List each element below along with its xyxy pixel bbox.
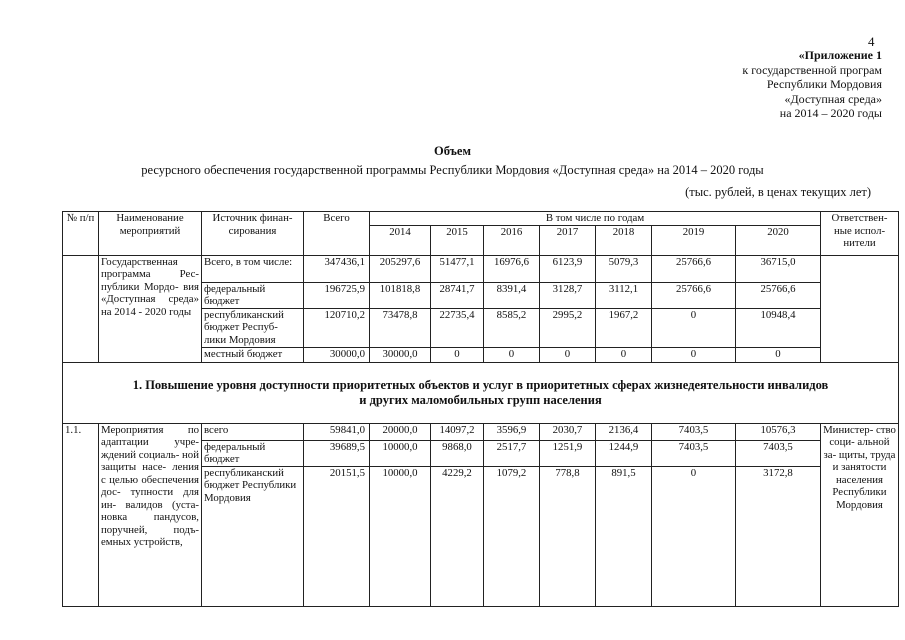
header-year: 2020 — [736, 225, 821, 255]
year-cell: 36715,0 — [736, 255, 821, 282]
year-cell: 22735,4 — [431, 308, 484, 347]
year-cell: 4229,2 — [431, 466, 484, 606]
year-cell: 28741,7 — [431, 282, 484, 308]
year-cell: 1251,9 — [540, 440, 596, 466]
year-cell: 205297,6 — [370, 255, 431, 282]
year-cell: 1079,2 — [484, 466, 540, 606]
item-name: Мероприятия по адаптации учре- ждений социаль- ной защиты насе- ления с целью обеспечения дос- тупности для ин- валидов (уста- новка пандусов, поручней, подъ- емных устройств, — [99, 423, 202, 606]
year-cell: 2517,7 — [484, 440, 540, 466]
program-responsible-cell — [821, 255, 899, 362]
table-row — [63, 423, 899, 440]
year-cell: 1244,9 — [596, 440, 652, 466]
header-year: 2016 — [484, 225, 540, 255]
year-cell: 2136,4 — [596, 423, 652, 440]
section-heading — [63, 362, 899, 423]
total-cell: 30000,0 — [304, 347, 370, 362]
year-cell: 7403,5 — [652, 440, 736, 466]
year-cell: 25766,6 — [736, 282, 821, 308]
header-by-years: В том числе по годам — [370, 212, 821, 226]
header-year: 2018 — [596, 225, 652, 255]
year-cell: 20000,0 — [370, 423, 431, 440]
year-cell: 0 — [484, 347, 540, 362]
year-cell: 16976,6 — [484, 255, 540, 282]
section-heading-line: и других маломобильных групп населения — [359, 392, 602, 407]
year-cell: 10000,0 — [370, 466, 431, 606]
section-row — [63, 362, 899, 423]
header-year: 2015 — [431, 225, 484, 255]
header-num: № п/п — [63, 212, 99, 256]
source-cell: Всего, в том числе: — [202, 255, 304, 282]
year-cell: 9868,0 — [431, 440, 484, 466]
header-row — [63, 212, 899, 226]
year-cell: 10948,4 — [736, 308, 821, 347]
year-cell: 2995,2 — [540, 308, 596, 347]
appendix-line: Республики Мордовия — [766, 77, 882, 91]
year-cell: 6123,9 — [540, 255, 596, 282]
source-cell: местный бюджет — [202, 347, 304, 362]
appendix-line: «Доступная среда» — [784, 91, 882, 106]
total-cell: 196725,9 — [304, 282, 370, 308]
year-cell: 25766,6 — [652, 255, 736, 282]
year-cell: 30000,0 — [370, 347, 431, 362]
year-cell: 3112,1 — [596, 282, 652, 308]
header-year: 2017 — [540, 225, 596, 255]
appendix-line: к государственной програм — [742, 62, 882, 77]
year-cell: 3172,8 — [736, 466, 821, 606]
source-cell: всего — [202, 423, 304, 440]
source-cell: республиканский бюджет Республики Мордовия — [202, 466, 304, 606]
year-cell: 7403,5 — [736, 440, 821, 466]
total-cell: 59841,0 — [304, 423, 370, 440]
page-number: 4 — [868, 34, 875, 49]
year-cell: 8585,2 — [484, 308, 540, 347]
year-cell: 10000,0 — [370, 440, 431, 466]
year-cell: 2030,7 — [540, 423, 596, 440]
appendix-block — [620, 48, 882, 121]
year-cell: 0 — [652, 466, 736, 606]
appendix-line: на 2014 – 2020 годы — [779, 106, 882, 120]
item-responsible: Министер- ство соци- альной за- щиты, труда и занятости населения Республики Мордовия — [821, 423, 899, 606]
year-cell: 5079,3 — [596, 255, 652, 282]
document-subtitle: ресурсного обеспечения государственной программы Республики Мордовия «Доступная среда» на 2014 – 2020 годы — [141, 163, 764, 177]
header-year: 2019 — [652, 225, 736, 255]
total-cell: 39689,5 — [304, 440, 370, 466]
total-cell: 120710,2 — [304, 308, 370, 347]
item-num: 1.1. — [63, 423, 99, 606]
header-source: Источник финан- сирования — [202, 212, 304, 256]
table-row — [63, 255, 899, 282]
year-cell: 8391,4 — [484, 282, 540, 308]
year-cell: 0 — [596, 347, 652, 362]
year-cell: 3128,7 — [540, 282, 596, 308]
year-cell: 0 — [652, 308, 736, 347]
source-cell: федеральный бюджет — [202, 440, 304, 466]
year-cell: 0 — [652, 347, 736, 362]
program-num-cell — [63, 255, 99, 362]
appendix-title: «Приложение 1 — [798, 48, 882, 62]
header-responsible: Ответствен- ные испол- нители — [821, 212, 899, 256]
program-name: Государственная программа Рес- публики Мордо- вия «Доступная среда» на 2014 - 2020 годы — [99, 255, 202, 362]
year-cell: 778,8 — [540, 466, 596, 606]
resource-table — [62, 211, 899, 607]
year-cell: 0 — [736, 347, 821, 362]
year-cell: 51477,1 — [431, 255, 484, 282]
total-cell: 20151,5 — [304, 466, 370, 606]
year-cell: 3596,9 — [484, 423, 540, 440]
section-heading-line: 1. Повышение уровня доступности приоритетных объектов и услуг в приоритетных сферах жизнедеятельности инвалидов — [132, 377, 829, 392]
year-cell: 0 — [431, 347, 484, 362]
year-cell: 73478,8 — [370, 308, 431, 347]
source-cell: федеральный бюджет — [202, 282, 304, 308]
year-cell: 1967,2 — [596, 308, 652, 347]
total-cell: 347436,1 — [304, 255, 370, 282]
year-cell: 7403,5 — [652, 423, 736, 440]
year-cell: 25766,6 — [652, 282, 736, 308]
header-year: 2014 — [370, 225, 431, 255]
year-cell: 0 — [540, 347, 596, 362]
year-cell: 14097,2 — [431, 423, 484, 440]
header-name: Наименование мероприятий — [99, 212, 202, 256]
document-title: Объем — [433, 144, 471, 158]
header-total: Всего — [304, 212, 370, 256]
year-cell: 891,5 — [596, 466, 652, 606]
source-cell: республиканский бюджет Респуб- лики Мордовия — [202, 308, 304, 347]
units-note: (тыс. рублей, в ценах текущих лет) — [685, 185, 871, 199]
year-cell: 10576,3 — [736, 423, 821, 440]
year-cell: 101818,8 — [370, 282, 431, 308]
